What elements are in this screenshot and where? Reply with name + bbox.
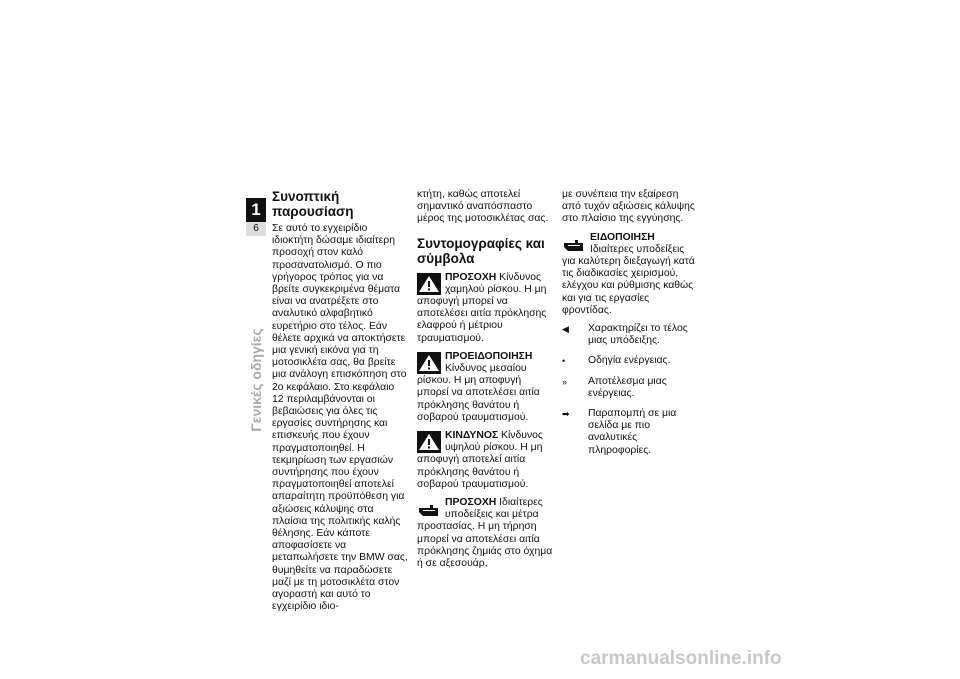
note-warning: ΠΡΟΕΙΔΟΠΟΙΗΣΗ Κίνδυνος μεσαίου ρίσκου. Η μη αποφυγή μπορεί να αποτελέσει αιτία πρόκλησης θανάτου ή σοβαρού τραυματισμού. bbox=[417, 350, 540, 423]
overview-heading: Συνοπτική παρουσίαση bbox=[272, 189, 354, 219]
legend-item: ◀ Χαρακτηρίζει το τέλος μιας υπόδειξης. bbox=[562, 323, 688, 347]
chapter-marker bbox=[246, 198, 266, 236]
result-icon: » bbox=[562, 376, 568, 387]
legend-item: • Οδηγία ενέργειας. bbox=[562, 355, 671, 367]
pointing-hand-icon bbox=[417, 498, 441, 520]
warning-triangle-icon bbox=[417, 273, 441, 295]
pointing-hand-icon bbox=[562, 233, 586, 255]
legend-item: » Αποτέλεσμα μιας ενέργειας. bbox=[562, 375, 667, 399]
page-number: 6 bbox=[246, 222, 266, 236]
watermark: carmanualsonline.info bbox=[580, 648, 782, 669]
note-attention: ΠΡΟΣΟΧΗ Ιδιαίτερες υποδείξεις και μέτρα προστασίας. Η μη τήρηση μπορεί να αποτελέσει αιτία πρόκλησης ζημιάς στο όχημα ή σε αξεσουάρ, bbox=[417, 497, 553, 570]
warning-triangle-icon bbox=[417, 431, 441, 453]
section-label: Γενικές οδηγίες bbox=[248, 328, 264, 432]
note-info: ΕΙΔΟΠΟΙΗΣΗ Ιδιαίτερες υποδείξεις για καλύτερη διεξαγωγή κατά τις διαδικασίες χειρισμού, ελέγχου και ρύθμισης καθώς και για τις εργασίες φροντίδας. bbox=[562, 231, 695, 316]
warning-triangle-icon bbox=[417, 352, 441, 374]
note-caution: ΠΡΟΣΟΧΗ Κίνδυνος χαμηλού ρίσκου. Η μη αποφυγή μπορεί να αποτελέσει αιτία πρόκλησης ελαφρού ή μέτριου τραυματισμού. bbox=[417, 271, 547, 344]
overview-body: Σε αυτό το εγχειρίδιο ιδιοκτήτη δώσαμε ιδιαίτερη προσοχή στον καλό προσανατολισμό. Ο πιο γρήγορος τρόπος για να βρείτε συγκεκριμένα θέματα είναι να ανατρέξετε στο αναλυτικό αλφαβητικό ευρετήριο στο τέλος. Εάν θέλετε αρχικά να αποκτήσετε μια γενική εικόνα για τη μοτοσικλέτα σας, θα βρείτε μια ανάλογη επισκόπηση στο 2ο κεφάλαιο. Στο κεφάλαιο 12 περιλαμβάνονται οι βεβαιώσεις για όλες τις εργασίες συντήρησης και επισκευής που έχουν πραγματοποιηθεί. Η τεκμηρίωση των εργασιών συντήρησης που έχουν πραγματοποιηθεί αποτελεί απαραίτητη προϋπόθεση για αξιώσεις κάλυψης στα πλαίσια της πολιτικής καλής θέλησης. Εάν κάποτε αποφασίσετε να μεταπωλήσετε την BMW σας, θυμηθείτε να παραδώσετε μαζί με τη μοτοσικλέτα στον αγοραστή και αυτό το εγχειρίδιο ιδιο- bbox=[272, 223, 408, 613]
continued-text: με συνέπεια την εξαίρεση από τυχόν αξιώσεις κάλυψης στο πλαίσιο της εγγύησης. bbox=[562, 189, 695, 225]
column-legend bbox=[562, 189, 698, 465]
symbols-heading: Συντομογραφίες και σύμβολα bbox=[417, 235, 545, 266]
column-overview bbox=[272, 189, 408, 614]
arrow-right-icon: ➡ bbox=[562, 409, 570, 420]
legend-item: ➡ Παραπομπή σε μια σελίδα με πιο αναλυτικές πληροφορίες. bbox=[562, 408, 677, 456]
column-symbols bbox=[417, 189, 553, 570]
end-of-note-icon: ◀ bbox=[562, 324, 569, 335]
note-danger: ΚΙΝΔΥΝΟΣ Κίνδυνος υψηλού ρίσκου. Η μη αποφυγή αποτελεί αιτία πρόκλησης θανάτου ή σοβαρού τραυματισμού. bbox=[417, 430, 543, 490]
bullet-icon: • bbox=[562, 356, 566, 367]
symbol-legend bbox=[562, 323, 698, 457]
continued-text: κτήτη, καθώς αποτελεί σημαντικό αναπόσπαστο μέρος της μοτοσικλέτας σας. bbox=[417, 189, 549, 225]
chapter-number: 1 bbox=[246, 198, 266, 222]
